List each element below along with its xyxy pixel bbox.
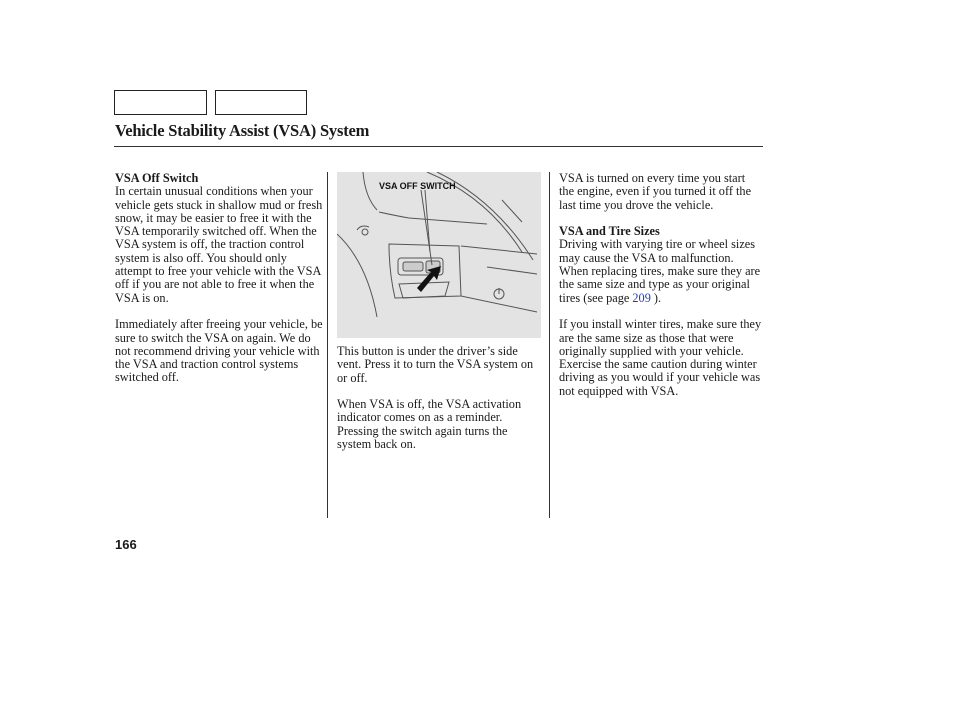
col2-paragraph-2: When VSA is off, the VSA activation indicator comes on as a reminder. Pressing the switch again turns the system back on. <box>337 397 522 452</box>
column-divider-2 <box>549 172 550 518</box>
dashboard-drawing <box>337 172 541 338</box>
col3-paragraph-2 <box>559 238 763 304</box>
nav-tab-1[interactable] <box>114 90 207 115</box>
col2-paragraph-1: This button is under the driver’s side vent. Press it to turn the VSA system on or off. <box>337 344 534 385</box>
col1-paragraph-1: In certain unusual conditions when your vehicle gets stuck in shallow mud or fresh snow, it may be easier to free it with the VSA temporarily switched off. When the VSA system is off, the traction control system is also off. You should only attempt to free your vehicle with the VSA off if you are not able to free it when the VSA is on. <box>115 184 323 305</box>
column-divider-1 <box>327 172 328 518</box>
page-title: Vehicle Stability Assist (VSA) System <box>115 121 370 140</box>
col1-paragraph-2: Immediately after freeing your vehicle, be sure to switch the VSA on again. We do not recommend driving your vehicle with the VSA and traction control systems switched off. <box>115 317 323 385</box>
tire-sizes-heading: VSA and Tire Sizes <box>559 224 660 239</box>
column-3 <box>559 172 763 411</box>
title-rule <box>114 146 763 147</box>
page-number: 166 <box>115 537 137 552</box>
col3-p2-text-before: Driving with varying tire or wheel sizes may cause the VSA to malfunction. When replacing tires, make sure they are the same size and type as your original tires (see page <box>559 237 761 305</box>
vsa-switch-illustration <box>337 172 541 338</box>
col3-p2-text-after: ). <box>650 290 662 305</box>
vsa-off-switch-heading: VSA Off Switch <box>115 171 199 185</box>
col3-paragraph-1: VSA is turned on every time you start the engine, even if you turned it off the last time you drove the vehicle. <box>559 171 752 212</box>
column-1 <box>115 172 323 398</box>
figure-label: VSA OFF SWITCH <box>379 181 456 191</box>
column-2 <box>337 345 543 465</box>
col3-paragraph-3: If you install winter tires, make sure they are the same size as those that were originally supplied with your vehicle. Exercise the same caution during winter driving as you would if your vehicle was not equipped with VSA. <box>559 317 762 398</box>
nav-tab-2[interactable] <box>215 90 307 115</box>
page-209-link[interactable]: 209 <box>632 290 651 305</box>
